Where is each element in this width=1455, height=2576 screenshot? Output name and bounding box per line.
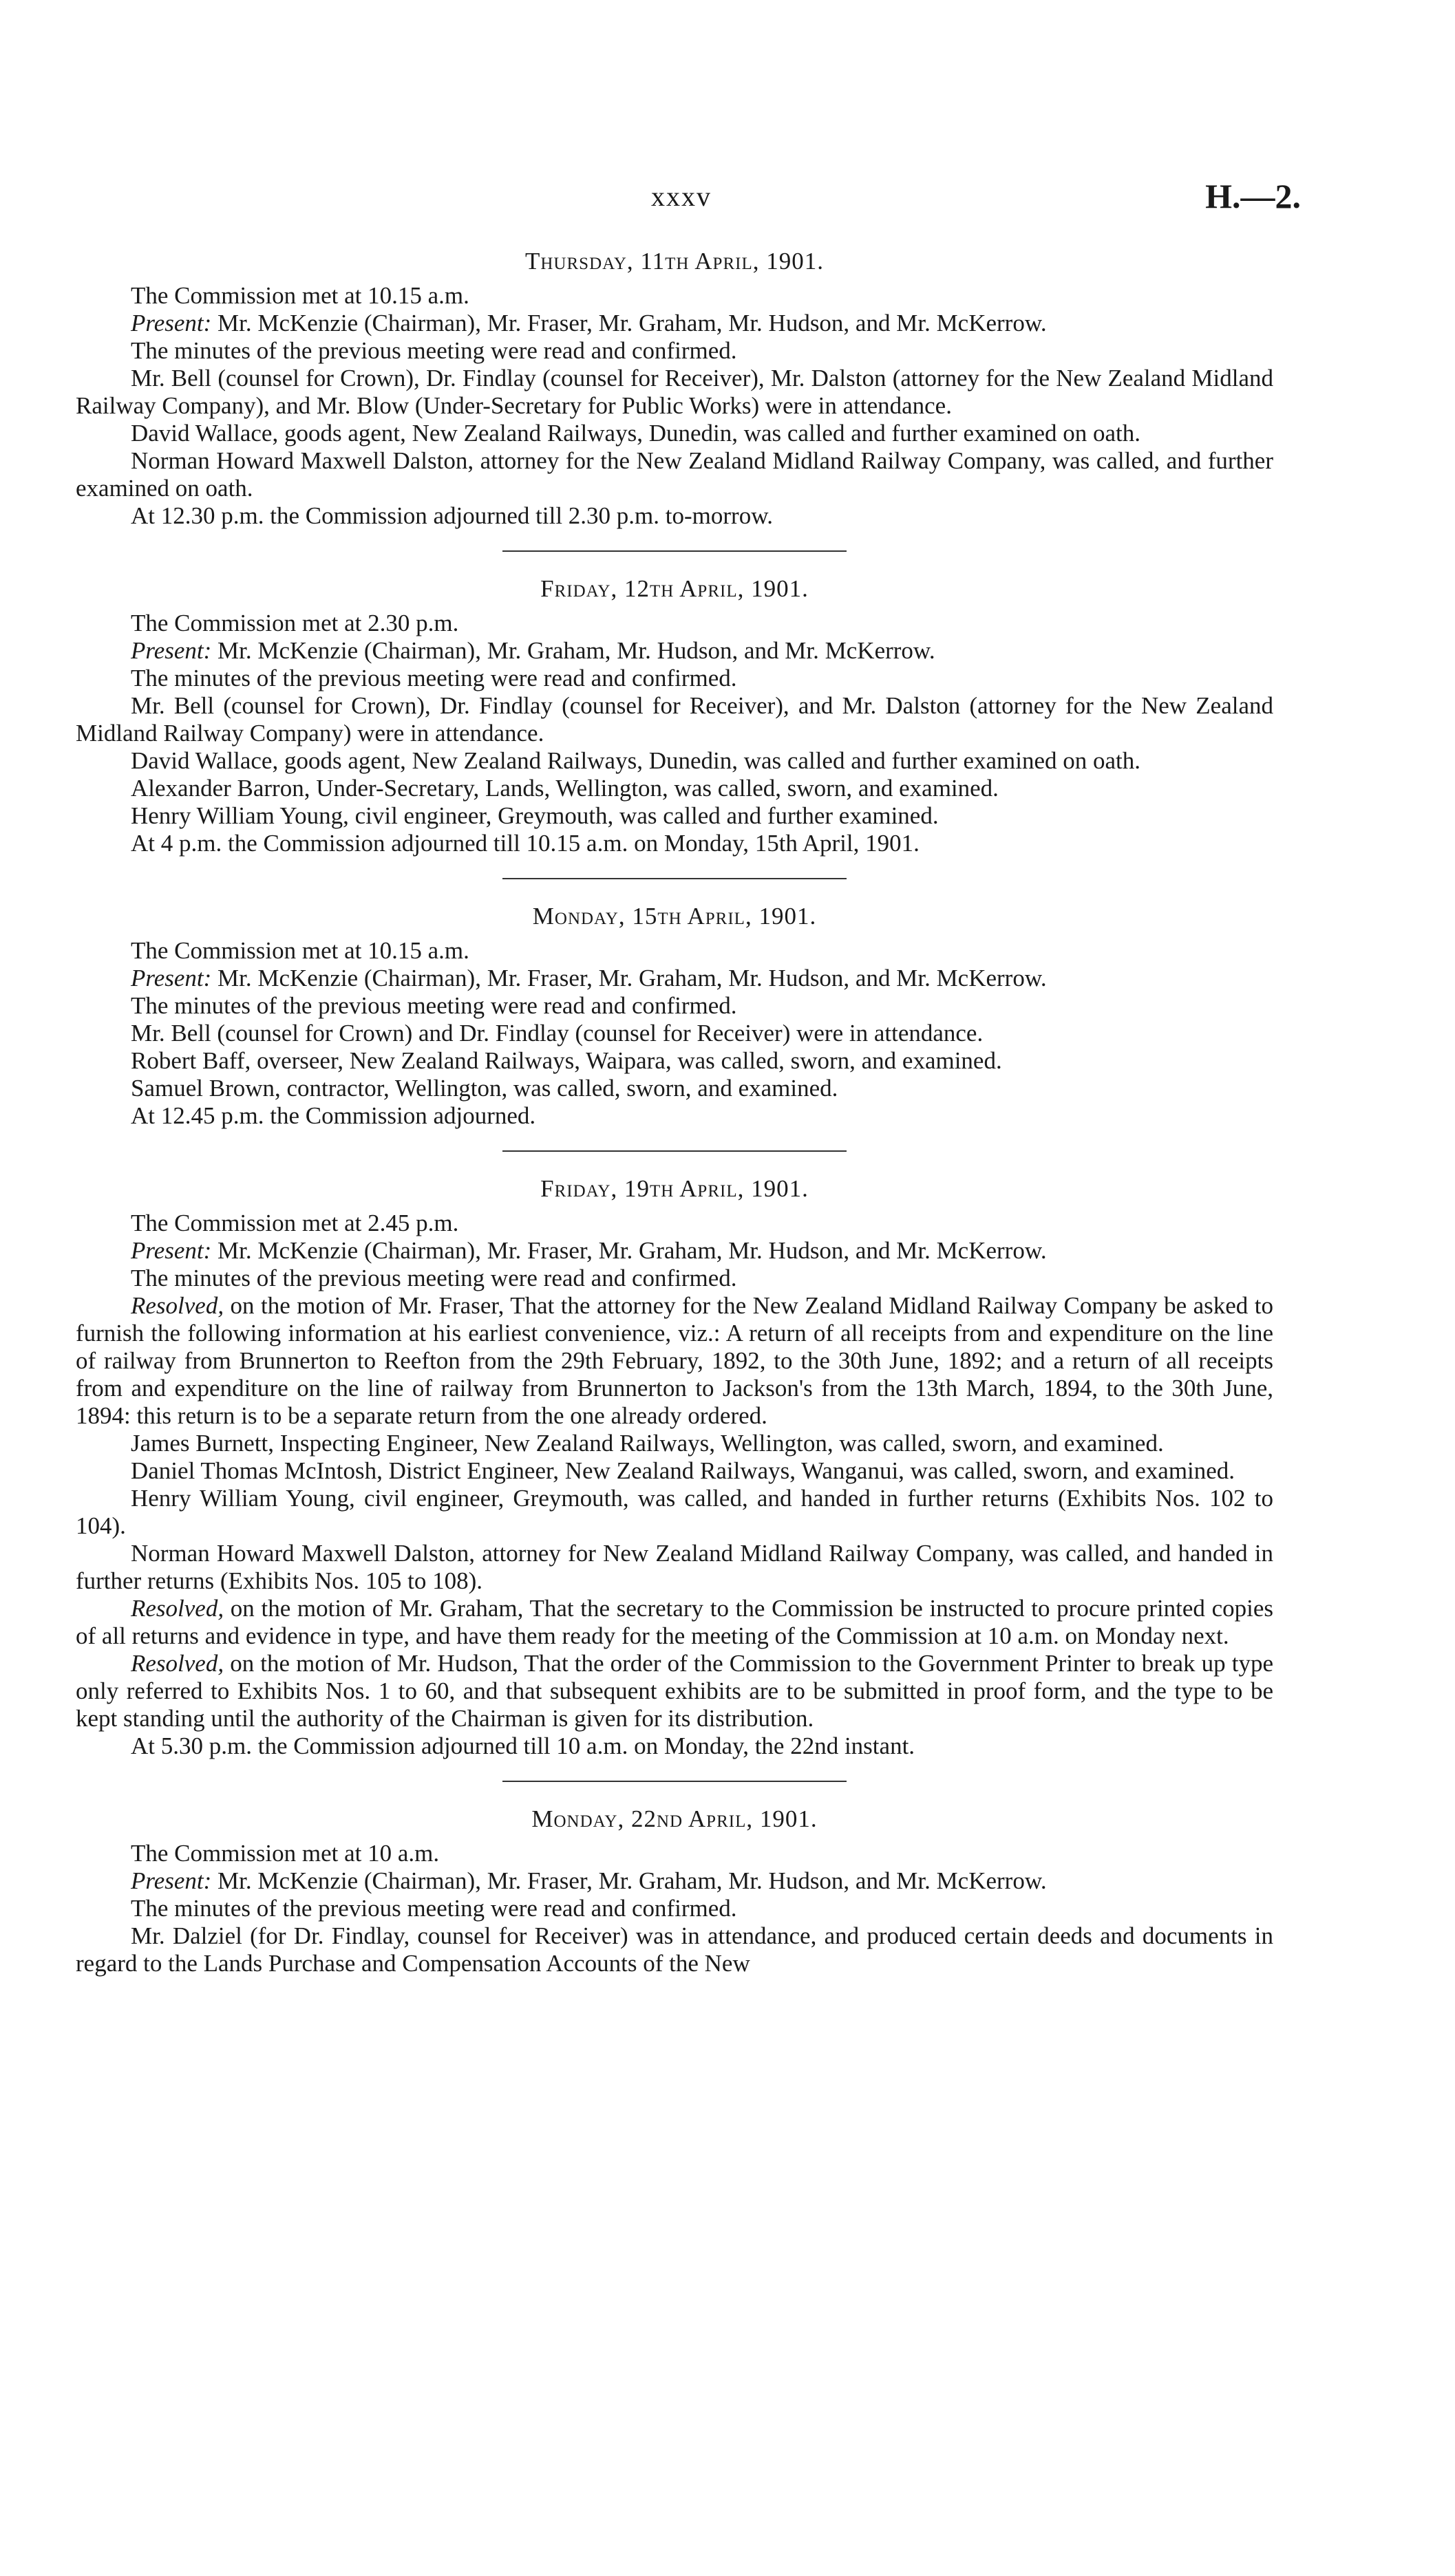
paragraph-text: on the motion of Mr. Graham, That the secretary to the Commission be instructed to procure printed copies of all returns and evidence in type, and have them ready for the meeting of the Commission at 10 a.m. on Monday next. [76,1595,1273,1649]
paragraph-text: on the motion of Mr. Hudson, That the order of the Commission to the Government Printer to break up type only referred to Exhibits Nos. 1 to 60, and that subsequent exhibits are to be submitted in proof form, and the type to be kept standing until the authority of the Chairman is given for its distribution. [76,1650,1273,1732]
sitting-date-heading: Monday, 22nd April, 1901. [531,1805,818,1832]
sitting-section [76,575,1273,857]
section-divider [502,1781,847,1782]
paragraph-text: Mr. Bell (counsel for Crown) and Dr. Findlay (counsel for Receiver) were in attendance. [131,1020,984,1046]
minute-paragraph [76,1895,1273,1922]
paragraph-text: The minutes of the previous meeting were read and confirmed. [131,1895,737,1922]
paragraph-text: The minutes of the previous meeting were read and confirmed. [131,992,737,1019]
paragraph-text: Mr. McKenzie (Chairman), Mr. Fraser, Mr. Graham, Mr. Hudson, and Mr. McKerrow. [211,1867,1047,1894]
paragraph-text: David Wallace, goods agent, New Zealand Railways, Dunedin, was called and further examined on oath. [131,747,1141,774]
paragraph-text: Mr. Bell (counsel for Crown), Dr. Findlay (counsel for Receiver), Mr. Dalston (attorney for the New Zealand Midland Railway Company), and Mr. Blow (Under-Secretary for Public Works) were in attendance. [76,365,1273,419]
sitting-section [76,1805,1273,1977]
paragraph-text: Mr. Dalziel (for Dr. Findlay, counsel for Receiver) was in attendance, and produced certain deeds and documents in regard to the Lands Purchase and Compensation Accounts of the New [76,1922,1273,1977]
paragraph-text: Samuel Brown, contractor, Wellington, was called, sworn, and examined. [131,1075,838,1102]
sitting-section [76,903,1273,1130]
paragraph-text: Mr. Bell (counsel for Crown), Dr. Findlay (counsel for Receiver), and Mr. Dalston (attorney for the New Zealand Midland Railway Company) were in attendance. [76,692,1273,747]
minute-paragraph [76,282,1273,310]
section-divider [502,550,847,552]
paragraph-text: David Wallace, goods agent, New Zealand Railways, Dunedin, was called and further examined on oath. [131,420,1141,447]
sitting-date-heading: Thursday, 11th April, 1901. [525,248,824,275]
minute-paragraph [76,1102,1273,1130]
paragraph-lead: Present: [131,1867,212,1894]
paragraph-text: The Commission met at 10 a.m. [131,1840,440,1867]
minute-paragraph [76,1047,1273,1075]
paragraph-text: The Commission met at 10.15 a.m. [131,937,469,964]
paragraph-lead: Resolved, [131,1650,224,1677]
paragraph-text: Mr. McKenzie (Chairman), Mr. Fraser, Mr. Graham, Mr. Hudson, and Mr. McKerrow. [211,310,1047,336]
sitting-date-heading: Monday, 15th April, 1901. [532,903,817,930]
minute-paragraph [76,610,1273,637]
minute-paragraph [76,802,1273,830]
paragraph-text: The Commission met at 2.30 p.m. [131,610,459,636]
minute-paragraph [76,1840,1273,1867]
sitting-date-heading: Friday, 12th April, 1901. [540,575,809,602]
minute-paragraph [76,965,1273,992]
minute-paragraph [76,1237,1273,1265]
minute-paragraph [76,447,1273,502]
minute-paragraph [76,1867,1273,1895]
section-divider [502,878,847,879]
paragraph-lead: Present: [131,310,212,336]
running-head [76,177,1301,222]
paragraph-text: Robert Baff, overseer, New Zealand Railways, Waipara, was called, sworn, and examined. [131,1047,1002,1074]
paragraph-text: Norman Howard Maxwell Dalston, attorney for the New Zealand Midland Railway Company, was called, and further examined on oath. [76,447,1273,502]
paragraph-text: The minutes of the previous meeting were read and confirmed. [131,1265,737,1291]
minute-paragraph [76,1210,1273,1237]
paragraph-lead: Present: [131,965,212,991]
paragraph-text: At 12.30 p.m. the Commission adjourned till 2.30 p.m. to-morrow. [131,502,773,529]
paragraph-text: on the motion of Mr. Fraser, That the attorney for the New Zealand Midland Railway Company be asked to furnish the following information at his earliest convenience, viz.: A return of all receipts from and expenditure on the line of railway from Brunnerton to Reefton from the 29th February, 1892, to the 30th June, 1892; and a return of all receipts from and expenditure on the line of railway from Brunnerton to Jackson's from the 13th March, 1894, to the 30th June, 1894: this return is to be a separate return from the one already ordered. [76,1292,1273,1429]
paragraph-text: At 12.45 p.m. the Commission adjourned. [131,1102,536,1129]
minute-paragraph [76,1540,1273,1595]
paragraph-text: The minutes of the previous meeting were read and confirmed. [131,665,737,691]
page-number: xxxv [651,181,712,212]
minute-paragraph [76,1430,1273,1457]
paragraph-text: Daniel Thomas McIntosh, District Engineer, New Zealand Railways, Wanganui, was called, sworn, and examined. [131,1457,1235,1484]
minute-paragraph [76,692,1273,747]
minute-paragraph [76,1485,1273,1540]
paragraph-text: Mr. McKenzie (Chairman), Mr. Fraser, Mr. Graham, Mr. Hudson, and Mr. McKerrow. [211,965,1047,991]
paragraph-text: At 5.30 p.m. the Commission adjourned till 10 a.m. on Monday, the 22nd instant. [131,1732,915,1759]
paragraph-text: Henry William Young, civil engineer, Greymouth, was called, and handed in further returns (Exhibits Nos. 102 to 104). [76,1485,1273,1539]
minute-paragraph [76,637,1273,665]
paragraph-lead: Present: [131,637,212,664]
minute-paragraph [76,747,1273,775]
sitting-section [76,248,1273,530]
paragraph-text: Mr. McKenzie (Chairman), Mr. Fraser, Mr. Graham, Mr. Hudson, and Mr. McKerrow. [211,1237,1047,1264]
paragraph-text: Alexander Barron, Under-Secretary, Lands, Wellington, was called, sworn, and examined. [131,775,999,802]
minute-paragraph [76,1732,1273,1760]
minute-paragraph [76,992,1273,1020]
paragraph-text: Mr. McKenzie (Chairman), Mr. Graham, Mr. Hudson, and Mr. McKerrow. [211,637,935,664]
minute-paragraph [76,775,1273,802]
minute-paragraph [76,665,1273,692]
paragraph-text: At 4 p.m. the Commission adjourned till 10.15 a.m. on Monday, 15th April, 1901. [131,830,920,857]
section-divider [502,1150,847,1152]
paragraph-text: The Commission met at 2.45 p.m. [131,1210,459,1236]
minute-paragraph [76,937,1273,965]
minutes-body [76,248,1273,1977]
minute-paragraph [76,1457,1273,1485]
paragraph-lead: Resolved, [131,1595,224,1622]
minute-paragraph [76,1075,1273,1102]
sitting-date-heading: Friday, 19th April, 1901. [540,1175,809,1202]
paragraph-text: The minutes of the previous meeting were read and confirmed. [131,337,737,364]
paragraph-text: Norman Howard Maxwell Dalston, attorney for New Zealand Midland Railway Company, was called, and handed in further returns (Exhibits Nos. 105 to 108). [76,1540,1273,1594]
paragraph-text: The Commission met at 10.15 a.m. [131,282,469,309]
minute-paragraph [76,337,1273,365]
paragraph-lead: Resolved, [131,1292,224,1319]
minute-paragraph [76,1265,1273,1292]
minute-paragraph [76,1292,1273,1430]
paragraph-text: Henry William Young, civil engineer, Greymouth, was called and further examined. [131,802,939,829]
minute-paragraph [76,1020,1273,1047]
minute-paragraph [76,365,1273,420]
sitting-section [76,1175,1273,1760]
minute-paragraph [76,502,1273,530]
minute-paragraph [76,310,1273,337]
minute-paragraph [76,1650,1273,1732]
paragraph-lead: Present: [131,1237,212,1264]
paper-reference: H.—2. [1205,177,1301,215]
minute-paragraph [76,1922,1273,1977]
minute-paragraph [76,420,1273,447]
minute-paragraph [76,1595,1273,1650]
minute-paragraph [76,830,1273,857]
paragraph-text: James Burnett, Inspecting Engineer, New Zealand Railways, Wellington, was called, sworn, and examined. [131,1430,1164,1457]
